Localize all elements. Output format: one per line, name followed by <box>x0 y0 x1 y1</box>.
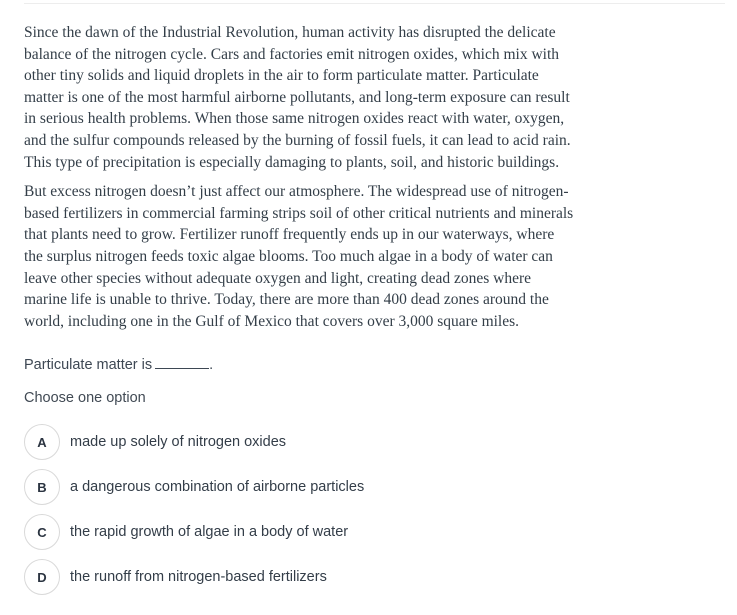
top-divider <box>24 3 725 4</box>
answer-option-b[interactable] <box>24 469 584 505</box>
option-letter-badge <box>24 424 60 460</box>
option-text: a dangerous combination of airborne particles <box>70 479 365 496</box>
answer-option-d[interactable] <box>24 559 584 595</box>
option-text: made up solely of nitrogen oxides <box>70 434 287 451</box>
question-blank <box>155 356 209 369</box>
passage-paragraph-2: But excess nitrogen doesn’t just affect our atmosphere. The widespread use of nitrogen-based fertilizers in commercial farming strips soil of other critical nutrients and minerals that plants need to grow. Fertilizer runoff frequently ends up in our waterways, where the surplus nitrogen feeds toxic algae blooms. Too much algae in a body of water can leave other species without adequate oxygen and light, creating dead zones where marine life is unable to thrive. Today, there are more than 400 dead zones around the world, including one in the Gulf of Mexico that covers over 3,000 square miles. <box>24 183 574 330</box>
option-letter-badge <box>24 559 60 595</box>
option-letter: D <box>37 569 47 585</box>
answer-option-a[interactable] <box>24 424 584 460</box>
answer-option-c[interactable] <box>24 514 584 550</box>
answer-options <box>24 424 737 595</box>
option-letter: C <box>37 524 47 540</box>
question-stem-text: Particulate matter is <box>24 357 153 374</box>
question-stem <box>24 355 737 375</box>
option-letter-badge <box>24 514 60 550</box>
option-letter-badge <box>24 469 60 505</box>
passage-paragraph-1: Since the dawn of the Industrial Revolution, human activity has disrupted the delicate balance of the nitrogen cycle. Cars and factories emit nitrogen oxides, which mix with other tiny solids and liquid droplets in the air to form particulate matter. Particulate matter is one of the most harmful airborne pollutants, and long-term exposure can result in serious health problems. When those same nitrogen oxides react with water, oxygen, and the sulfur compounds released by the burning of fossil fuels, it can lead to acid rain. This type of precipitation is especially damaging to plants, soil, and historic buildings. <box>24 24 571 171</box>
option-letter: B <box>37 479 47 495</box>
reading-passage <box>24 22 576 332</box>
option-text: the runoff from nitrogen-based fertilizers <box>70 569 327 586</box>
question-stem-period: . <box>209 357 214 374</box>
choose-one-option-label: Choose one option <box>24 390 146 407</box>
option-letter: A <box>37 434 47 450</box>
option-text: the rapid growth of algae in a body of water <box>70 524 349 541</box>
